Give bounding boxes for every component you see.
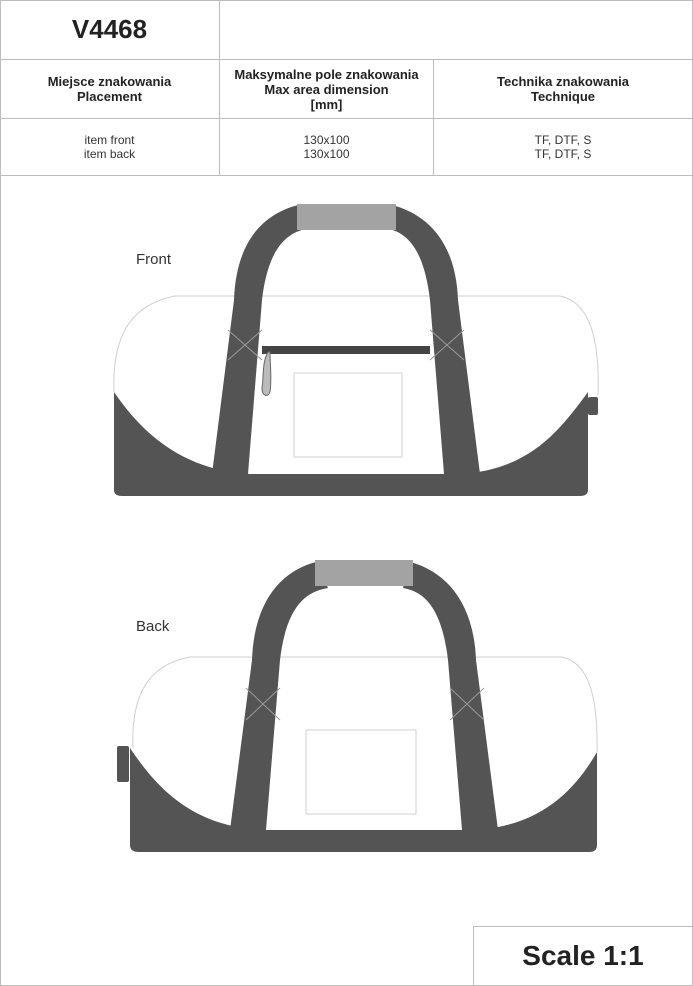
header-technique-en: Technique (530, 89, 596, 104)
back-bag-side-tab (117, 746, 129, 782)
header-placement-en: Placement (76, 89, 143, 104)
back-bag-bottom (130, 748, 597, 852)
header-technique-pl: Technika znakowania (497, 74, 629, 89)
back-bag-body-outline (133, 657, 597, 752)
placement-front: item front (84, 133, 135, 147)
header-dimension-unit: [mm] (310, 96, 343, 112)
scale-label: Scale 1:1 (473, 926, 692, 985)
technique-back: TF, DTF, S (534, 147, 592, 161)
product-code: V4468 (0, 0, 220, 60)
header-dimension-en: Max area dimension (264, 81, 389, 97)
header-placement-pl: Miejsce znakowania (47, 74, 172, 89)
placement-back: item back (83, 147, 136, 161)
back-label: Back (136, 618, 170, 635)
dimension-back: 130x100 (303, 147, 350, 161)
front-label: Front (136, 251, 172, 268)
dimension-front: 130x100 (303, 133, 350, 147)
header-dimension-pl: Maksymalne pole znakowania (234, 66, 419, 82)
back-handle-grip (315, 560, 413, 586)
technique-front: TF, DTF, S (534, 133, 592, 147)
